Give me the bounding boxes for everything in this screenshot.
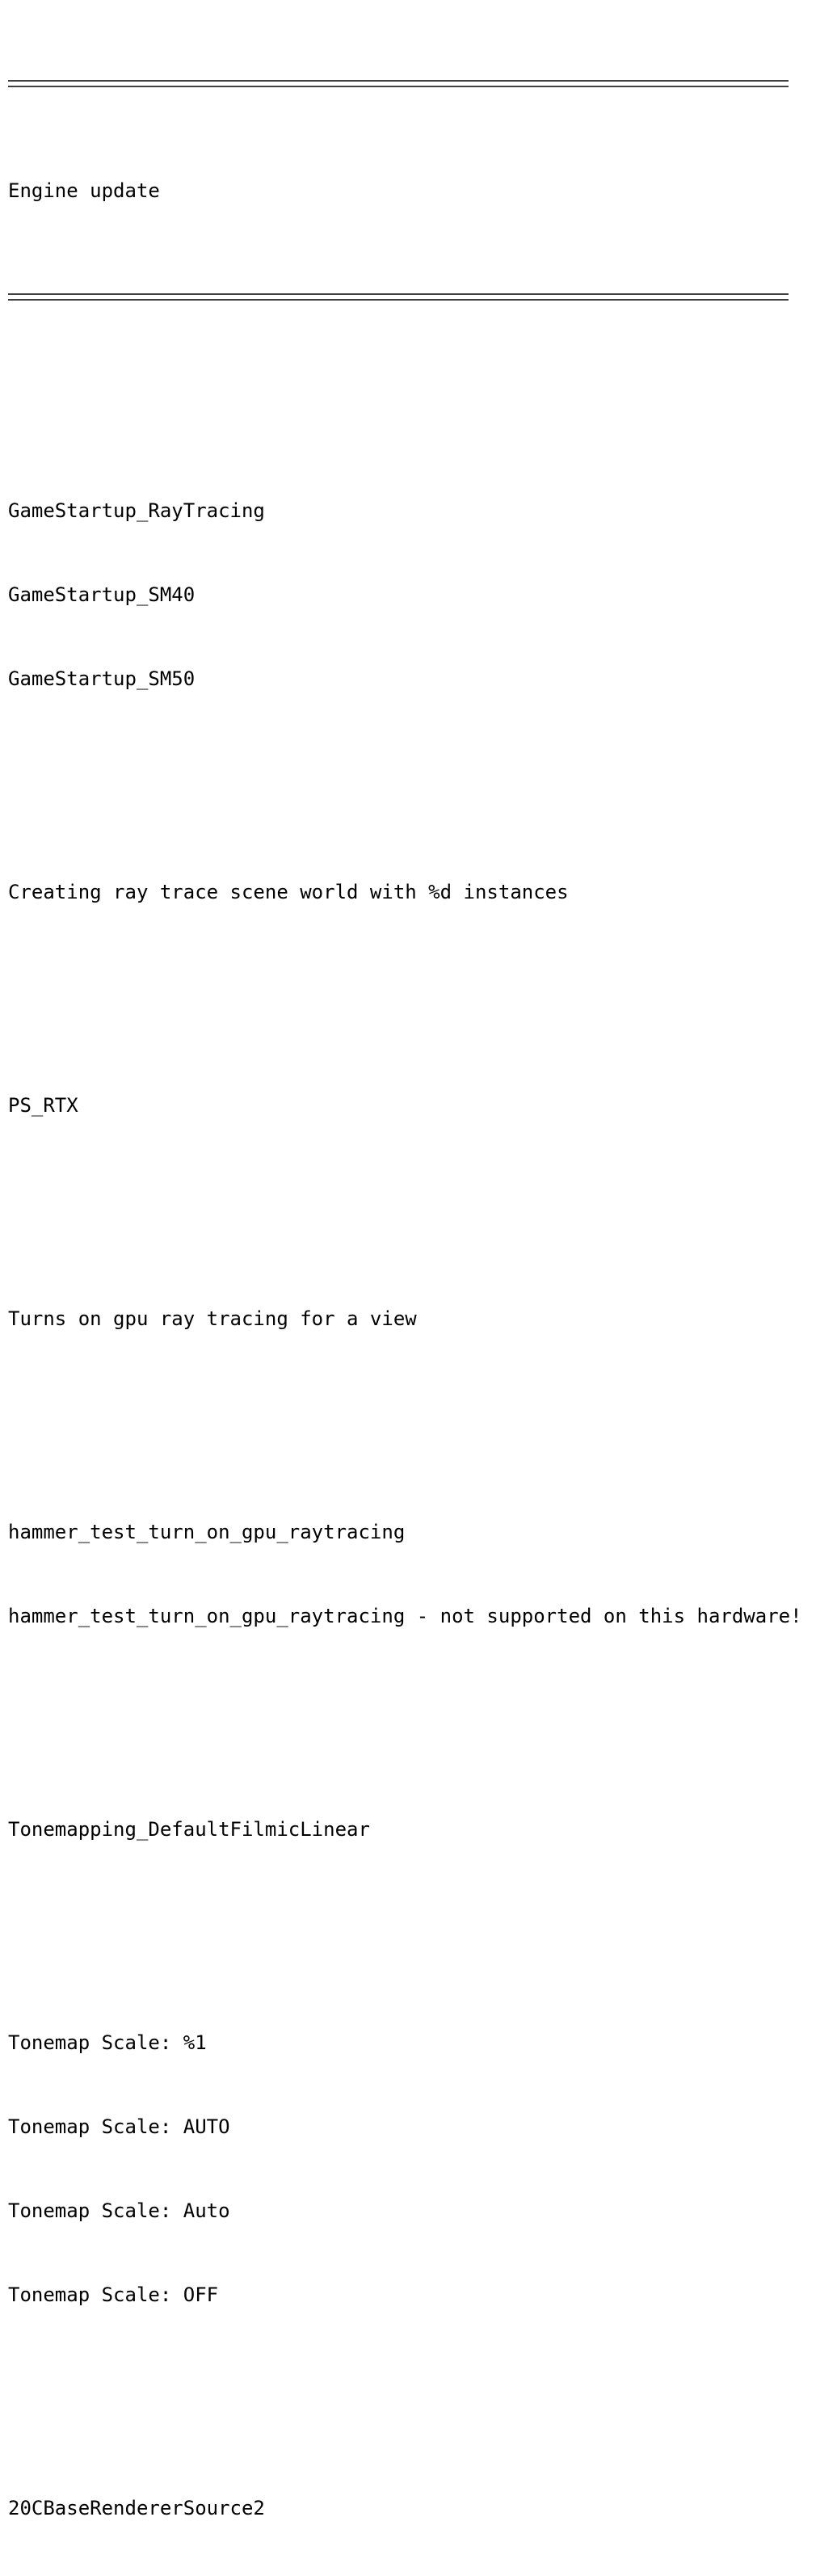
scene-message: Creating ray trace scene world with %d instances — [8, 881, 569, 903]
bottom-divider — [8, 281, 814, 320]
spacer — [8, 983, 814, 1021]
ps-name: PS_RTX — [8, 1094, 78, 1117]
tonemap-scale-entry: Tonemap Scale: Auto — [8, 2199, 230, 2222]
hammer-entry-unsupported: hammer_test_turn_on_gpu_raytracing - not supported on this hardware! — [8, 1605, 802, 1627]
top-divider-glyphs — [8, 76, 792, 92]
spacer — [8, 1707, 814, 1745]
spacer — [8, 1409, 814, 1448]
tonemap-scale-entry: Tonemap Scale: AUTO — [8, 2115, 230, 2138]
spacer — [8, 769, 814, 808]
startup-entry-raytracing: GameStartup_RayTracing — [8, 499, 265, 522]
spacer — [8, 2385, 814, 2424]
top-divider — [8, 68, 814, 107]
tonemapping-default: Tonemapping_DefaultFilmicLinear — [8, 1818, 370, 1841]
section-title: Engine update — [8, 179, 160, 202]
spacer — [8, 1920, 814, 1959]
spacer — [8, 388, 814, 427]
renderer-class: 20CBaseRendererSource2 — [8, 2497, 265, 2519]
ray-tracing-description: Turns on gpu ray tracing for a view — [8, 1307, 417, 1330]
startup-entry-sm40: GameStartup_SM40 — [8, 583, 196, 606]
tonemap-scale-entry: Tonemap Scale: OFF — [8, 2283, 219, 2306]
tonemap-scale-entry: Tonemap Scale: %1 — [8, 2031, 207, 2054]
bottom-divider-glyphs — [8, 289, 792, 305]
hammer-entry: hammer_test_turn_on_gpu_raytracing — [8, 1521, 406, 1543]
document-body — [8, 0, 814, 2576]
startup-entry-sm50: GameStartup_SM50 — [8, 667, 196, 690]
spacer — [8, 1196, 814, 1235]
